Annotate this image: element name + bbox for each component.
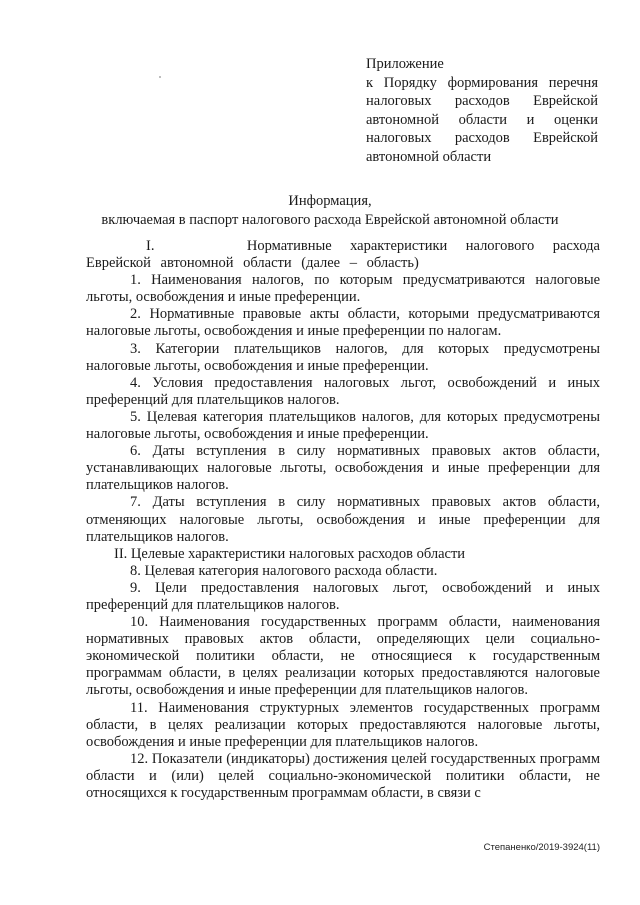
paragraph: 11. Наименования структурных элементов государственных программ области, в целях реализации которых предоставляются налоговые льготы, освобождения и иные преференции для плательщиков налогов. xyxy=(86,699,600,750)
paragraph: 2. Нормативные правовые акты области, которыми предусматриваются налоговые льготы, освобождения и иные преференции по налогам. xyxy=(86,306,600,340)
paragraph: 3. Категории плательщиков налогов, для которых предусмотрены налоговые льготы, освобождения и иные преференции. xyxy=(86,340,600,374)
document-body xyxy=(86,238,600,802)
paragraph: 5. Целевая категория плательщиков налогов, для которых предусмотрены налоговые льготы, освобождения и иные преференции. xyxy=(86,408,600,443)
appendix-title: Приложение xyxy=(366,56,444,72)
paragraph: 9. Цели предоставления налоговых льгот, освобождений и иных преференций для плательщиков налогов. xyxy=(86,579,600,613)
heading-line-2: включаемая в паспорт налогового расхода Еврейской автономной области xyxy=(101,212,559,228)
paragraph: 10. Наименования государственных программ области, наименования нормативных правовых актов области, определяющих цели социально-экономической политики области, не относящиеся к государственным программам области, в целях реализации которых предоставляются налоговые льготы, освобождения и иные преференции для плательщиков налогов. xyxy=(86,614,600,699)
paragraph: 12. Показатели (индикаторы) достижения целей государственных программ области и (или) целей социально-экономической политики области, не относящихся к государственным программам области, в связи с xyxy=(86,750,600,801)
appendix-block xyxy=(366,55,598,166)
paragraph: 4. Условия предоставления налоговых льгот, освобождений и иных преференций для плательщиков налогов. xyxy=(86,374,600,408)
appendix-text: к Порядку формирования перечня налоговых расходов Еврейской автономной области и оценки налоговых расходов Еврейской автономной области xyxy=(366,74,598,165)
paragraph: 6. Даты вступления в силу нормативных правовых актов области, устанавливающих налоговые льготы, освобождения и иные преференции для плательщиков налогов. xyxy=(86,443,600,494)
paragraph: 7. Даты вступления в силу нормативных правовых актов области, отменяющих налоговые льготы, освобождения и иные преференции для плательщиков налогов. xyxy=(86,494,600,545)
section-heading-2: II. Целевые характеристики налоговых расходов области xyxy=(114,545,466,562)
paragraph: 8. Целевая категория налогового расхода области. xyxy=(130,562,438,579)
paragraph: 1. Наименования налогов, по которым предусматриваются налоговые льготы, освобождения и иные преференции. xyxy=(86,272,600,306)
heading-line-1: Информация, xyxy=(288,193,372,209)
document-heading xyxy=(60,192,600,230)
section-heading-1: I. Нормативные характеристики налогового расхода Еврейской автономной области (далее – область) xyxy=(86,238,600,272)
footer-reference: Степаненко/2019-3924(11) xyxy=(483,842,600,853)
scan-speck xyxy=(159,76,161,78)
